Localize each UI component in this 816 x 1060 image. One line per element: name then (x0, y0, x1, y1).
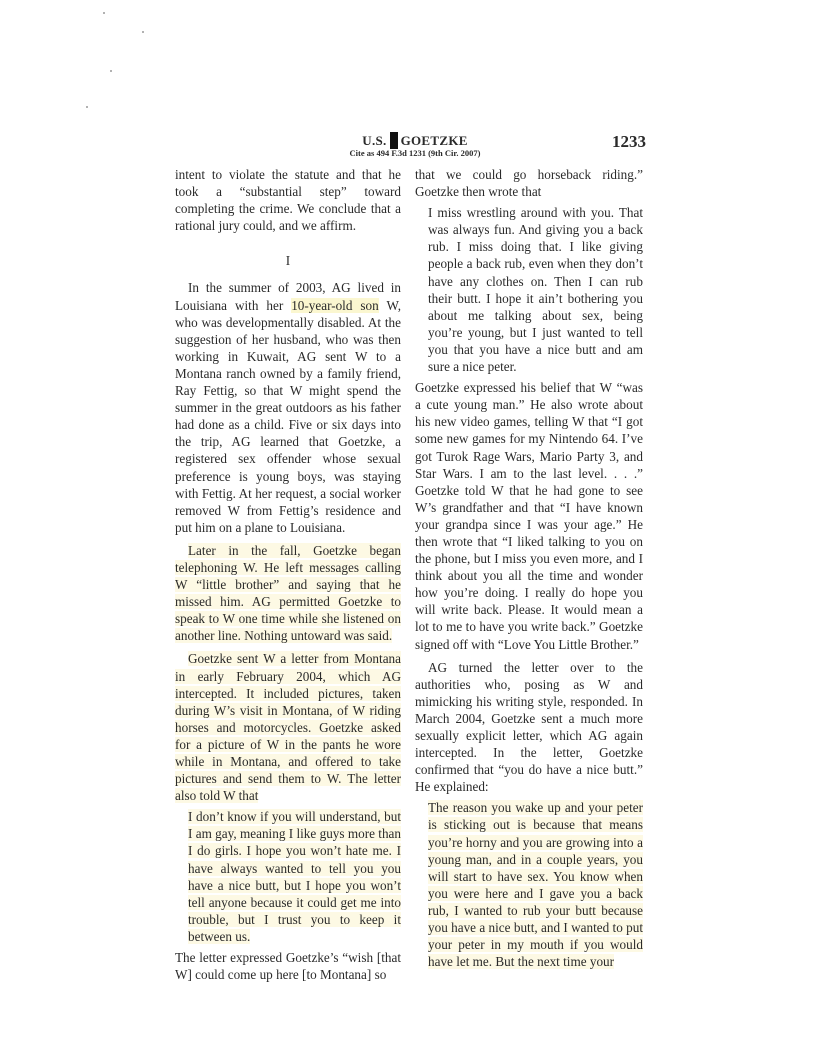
block-quote (188, 808, 401, 945)
paragraph: Goetzke expressed his belief that W “was a cute young man.” He also wrote about his new video games, telling W that “I got some new games for my Nintendo 64. I’ve got Turok Rage Wars, Mario Party 3, and Star Wars. I am to the last level. . . .” Goetzke told W that he had gone to see W’s grandfather and that “I have known your grandpa since I was your age.” He then wrote that “I liked talking to you on the phone, but I miss you even more, and I think about you all the time and wonder how you’re doing. I really do hope you will write back. Please. It would mean a lot to me to have you write back.” Goetzke signed off with “Love You Little Brother.” (415, 380, 643, 652)
scan-speck (86, 106, 88, 108)
scan-speck (110, 70, 112, 72)
right-column (415, 166, 643, 974)
paragraph: The letter expressed Goetzke’s “wish [that W] could come up here [to Montana] so (175, 950, 401, 983)
page-header (0, 132, 816, 172)
highlighted-text: Goetzke sent W a letter from Montana in early February 2004, which AG intercepted. It included pictures, taken during W’s visit in Montana, of W riding horses and motorcycles. Goetzke asked for a picture of W in the pants he wore while in Montana, and offered to take pictures and send them to W. The letter also told W that (175, 651, 401, 804)
running-head (335, 132, 495, 149)
paragraph (175, 650, 401, 804)
page-number: 1233 (612, 132, 646, 151)
text-run: W, who was developmentally disabled. At the suggestion of her husband, who was then working in Kuwait, AG sent W to a Montana ranch owned by a family friend, Ray Fettig, so that W might spend the summer in the great outdoors as his father had done as a child. Five or six days into the trip, AG learned that Goetzke, a registered sex offender whose sexual preference is young boys, was staying with Fettig. At her request, a social worker removed W from Fettig’s residence and put him on a plane to Louisiana. (175, 297, 401, 535)
section-heading: I (285, 253, 291, 269)
block-quote: I miss wrestling around with you. That was always fun. And giving you a back rub. I miss doing that. I like giving people a back rub, even when they don’t have any clothes on. Then I can rub their butt. I hope it ain’t bothering you about me talking about sex, being you’re young, but I just wanted to tell you that you have a nice butt and am sure a nice peter. (428, 205, 643, 375)
paragraph: AG turned the letter over to the authorities who, posing as W and mimicking his writing style, responded. In March 2004, Goetzke sent a much more sexually explicit letter, which AG again intercepted. In the letter, Goetzke confirmed that “you do have a nice butt.” He explained: (415, 659, 643, 795)
running-head-right: GOETZKE (400, 133, 468, 148)
block-quote (428, 799, 643, 970)
running-head-left: U.S. (362, 133, 387, 148)
paragraph (175, 542, 401, 645)
highlighted-text: Later in the fall, Goetzke began telephoning W. He left messages calling W “little brother” and saying that he missed him. AG permitted Goetzke to speak to W one time while she listened on another line. Nothing untoward was said. (175, 542, 401, 644)
highlighted-text: 10-year-old son (291, 297, 379, 313)
scan-speck (103, 12, 105, 14)
highlighted-text: I don’t know if you will understand, but I am gay, meaning I like guys more than I do girls. I hope you won’t hate me. I have always wanted to tell you you have a nice butt, but I hope you won’t tell anyone because it could get me into trouble, but I trust you to keep it between us. (188, 809, 401, 944)
highlighted-text: The reason you wake up and your peter is sticking out is because that means you’re horny and you are growing into a young man, and in a couple years, you will start to have sex. You know when you were here and I gave you a back rub, I wanted to rub your butt because you have a nice butt, and I wanted to put your peter in my mouth if you would have let me. But the next time your (428, 800, 643, 970)
text-run: In the summer of 2003, AG lived in Louisiana with her (175, 280, 401, 313)
left-column (175, 166, 401, 983)
paragraph: intent to violate the statute and that he took a “substantial step” toward completing the crime. We conclude that a rational jury could, and we affirm. (175, 167, 401, 234)
scan-speck (142, 31, 144, 33)
citation-line: Cite as 494 F.3d 1231 (9th Cir. 2007) (349, 148, 481, 158)
paragraph: that we could go horseback riding.” Goetzke then wrote that (415, 167, 643, 200)
paragraph (175, 279, 401, 535)
redaction-mark (390, 132, 398, 149)
